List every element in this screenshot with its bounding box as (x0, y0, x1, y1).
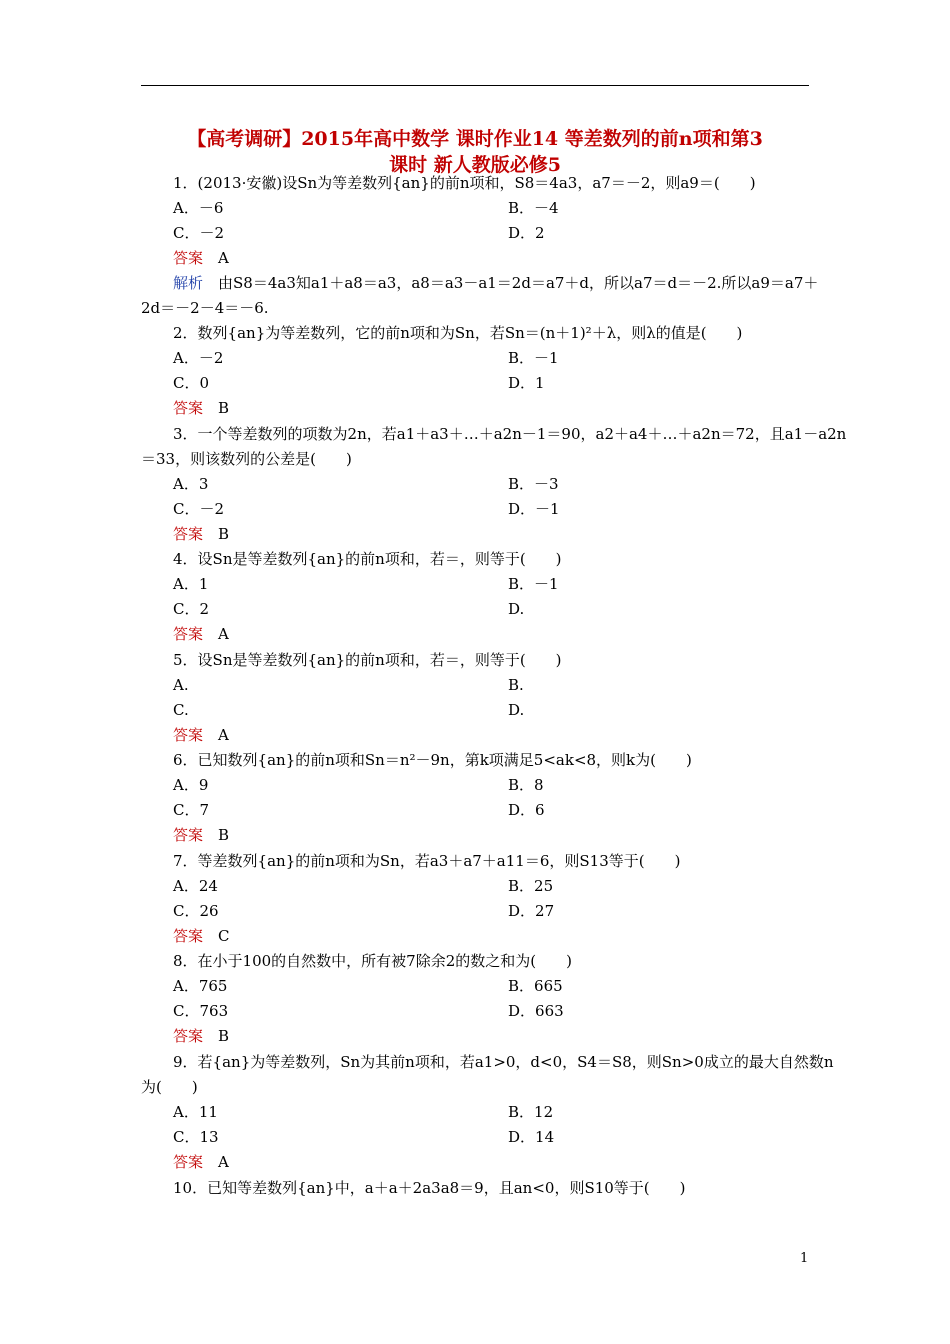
q7-option-d: D．27 (508, 902, 555, 920)
q9-option-a: A．11 (173, 1103, 218, 1121)
q2-option-d: D．1 (508, 374, 545, 392)
q6-answer (173, 825, 229, 845)
answer-value: A (218, 726, 229, 744)
q6-option-a: A．9 (173, 776, 209, 794)
q4-option-c: C．2 (173, 600, 210, 618)
answer-label: 答案 (173, 726, 204, 744)
question-9-stem-continued: 为( ) (141, 1078, 198, 1096)
q3-option-d: D．－1 (508, 500, 560, 518)
q8-option-d: D．663 (508, 1002, 564, 1020)
q9-option-d: D．14 (508, 1128, 555, 1146)
q6-option-b: B．8 (508, 776, 544, 794)
q5-option-a: A. (173, 676, 189, 694)
q7-option-a: A．24 (173, 877, 218, 895)
q8-option-a: A．765 (173, 977, 228, 995)
q1-option-d: D．2 (508, 224, 545, 242)
answer-label: 答案 (173, 927, 204, 945)
answer-label: 答案 (173, 399, 204, 417)
q9-option-b: B．12 (508, 1103, 554, 1121)
q7-answer (173, 926, 230, 946)
q4-answer (173, 624, 229, 644)
question-9-stem: 9．若{an}为等差数列，Sn为其前n项和，若a1>0，d<0，S4＝S8，则Sn>0成立的最大自然数n (173, 1053, 834, 1071)
q5-option-b: B. (508, 676, 524, 694)
answer-value: A (218, 625, 229, 643)
q1-option-c: C．－2 (173, 224, 225, 242)
question-4-stem: 4．设Sn是等差数列{an}的前n项和，若＝，则等于( ) (173, 550, 562, 568)
answer-value: C (218, 927, 230, 945)
answer-label: 答案 (173, 1027, 204, 1045)
q1-analysis (173, 273, 818, 293)
answer-value: B (218, 399, 230, 417)
q4-option-a: A．1 (173, 575, 209, 593)
q7-option-c: C．26 (173, 902, 219, 920)
answer-label: 答案 (173, 525, 204, 543)
analysis-label: 解析 (173, 274, 204, 292)
question-6-stem: 6．已知数列{an}的前n项和Sn＝n²－9n，第k项满足5<ak<8，则k为( ) (173, 751, 692, 769)
answer-value: B (218, 525, 230, 543)
q4-option-d: D. (508, 600, 525, 618)
answer-label: 答案 (173, 625, 204, 643)
q5-answer (173, 725, 229, 745)
answer-value: B (218, 1027, 230, 1045)
question-5-stem: 5．设Sn是等差数列{an}的前n项和，若＝，则等于( ) (173, 651, 562, 669)
q9-option-c: C．13 (173, 1128, 219, 1146)
q3-option-a: A．3 (173, 475, 209, 493)
document-title-line-1: 【高考调研】2015年高中数学 课时作业14 等差数列的前n项和第3 (187, 128, 763, 150)
q4-option-b: B．－1 (508, 575, 559, 593)
q2-option-b: B．－1 (508, 349, 559, 367)
header-rule (141, 85, 809, 86)
q6-option-c: C．7 (173, 801, 210, 819)
q8-answer (173, 1026, 229, 1046)
q1-answer (173, 248, 229, 268)
answer-label: 答案 (173, 826, 204, 844)
question-3-stem: 3．一个等差数列的项数为2n，若a1＋a3＋…＋a2n－1＝90，a2＋a4＋…＋a2n＝72，且a1－a2n (173, 425, 847, 443)
q3-option-c: C．－2 (173, 500, 225, 518)
q3-option-b: B．－3 (508, 475, 559, 493)
q1-analysis-continued: 2d＝－2－4＝－6. (141, 299, 269, 317)
q1-option-b: B．－4 (508, 199, 559, 217)
q8-option-c: C．763 (173, 1002, 229, 1020)
document-title-line-2: 课时 新人教版必修5 (389, 154, 561, 176)
q2-option-a: A．－2 (173, 349, 224, 367)
answer-label: 答案 (173, 1153, 204, 1171)
answer-label: 答案 (173, 249, 204, 267)
question-7-stem: 7．等差数列{an}的前n项和为Sn，若a3＋a7＋a11＝6，则S13等于( ) (173, 852, 681, 870)
page-number: 1 (800, 1251, 809, 1266)
q5-option-d: D. (508, 701, 525, 719)
question-2-stem: 2．数列{an}为等差数列，它的前n项和为Sn，若Sn＝(n＋1)²＋λ，则λ的值是( ) (173, 324, 743, 342)
q3-answer (173, 524, 229, 544)
answer-value: A (218, 1153, 229, 1171)
question-1-stem: 1．(2013·安徽)设Sn为等差数列{an}的前n项和，S8＝4a3，a7＝－2，则a9＝( ) (173, 174, 756, 192)
question-3-stem-continued: ＝33，则该数列的公差是( ) (141, 450, 352, 468)
q2-answer (173, 398, 229, 418)
answer-value: B (218, 826, 230, 844)
q1-option-a: A．－6 (173, 199, 224, 217)
q7-option-b: B．25 (508, 877, 554, 895)
q5-option-c: C. (173, 701, 189, 719)
q9-answer (173, 1152, 229, 1172)
question-8-stem: 8．在小于100的自然数中，所有被7除余2的数之和为( ) (173, 952, 572, 970)
q8-option-b: B．665 (508, 977, 563, 995)
question-10-stem: 10．已知等差数列{an}中，a＋a＋2a3a8＝9，且an<0，则S10等于( ) (173, 1179, 686, 1197)
analysis-text: 由S8＝4a3知a1＋a8＝a3，a8＝a3－a1＝2d＝a7＋d，所以a7＝d＝－2.所以a9＝a7＋ (218, 274, 819, 292)
answer-value: A (218, 249, 229, 267)
q6-option-d: D．6 (508, 801, 545, 819)
q2-option-c: C．0 (173, 374, 210, 392)
